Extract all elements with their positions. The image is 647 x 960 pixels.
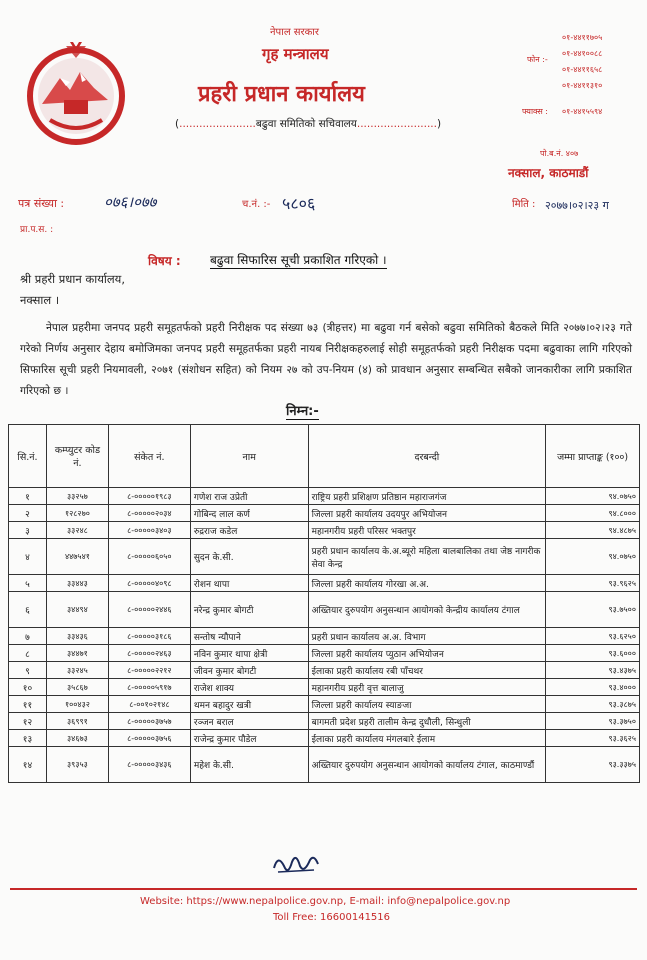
cell-score: ९३.९६२५ bbox=[546, 575, 640, 592]
cell-darbandi: महानगरीय प्रहरी वृत्त बालाजु bbox=[308, 679, 546, 696]
phone-4: ०१-४४११३१० bbox=[562, 81, 603, 90]
cell-score: ९३.७५०० bbox=[546, 592, 640, 628]
cell-code: ३९३५३ bbox=[46, 747, 108, 783]
phone-label: फोन :- bbox=[527, 55, 548, 64]
cell-name: नरेन्द्र कुमार बोगटी bbox=[190, 592, 308, 628]
cell-name: राजेश शाक्य bbox=[190, 679, 308, 696]
footer-toll-free: Toll Free: 16600141516 bbox=[273, 912, 391, 923]
cell-sanket: ८-०००००६०५० bbox=[108, 539, 190, 575]
cell-darbandi: ईलाका प्रहरी कार्यालय मंगलबारे ईलाम bbox=[308, 730, 546, 747]
cell-code: ३५८६७ bbox=[46, 679, 108, 696]
nepal-emblem-icon bbox=[22, 38, 130, 146]
cell-sn: १२ bbox=[9, 713, 47, 730]
table-row bbox=[9, 539, 640, 575]
cell-code: १००४३२ bbox=[46, 696, 108, 713]
table-row bbox=[9, 522, 640, 539]
recipient-line-2: नक्साल । bbox=[20, 293, 60, 307]
table-row bbox=[9, 505, 640, 522]
cell-darbandi: प्रहरी प्रधान कार्यालय के.अ.ब्यूरो महिला बालबालिका तथा जेष्ठ नागरीक सेवा केन्द्र bbox=[308, 539, 546, 575]
cell-darbandi: जिल्ला प्रहरी कार्यालय प्युठान अभियोजन bbox=[308, 645, 546, 662]
phone-1: ०१-४४११७०५ bbox=[562, 33, 603, 42]
prapas-label: प्रा.प.स. : bbox=[20, 225, 54, 235]
cell-name: महेश के.सी. bbox=[190, 747, 308, 783]
date-value: २०७७।०२।२३ ग bbox=[545, 199, 609, 212]
cell-darbandi: प्रहरी प्रधान कार्यालय अ.अ. विभाग bbox=[308, 628, 546, 645]
cell-sn: ७ bbox=[9, 628, 47, 645]
org-name: नेपाल सरकार bbox=[270, 27, 319, 38]
table-header-row bbox=[9, 425, 640, 488]
cell-score: ९३.६२५० bbox=[546, 628, 640, 645]
cell-darbandi: जिल्ला प्रहरी कार्यालय गोरखा अ.अ. bbox=[308, 575, 546, 592]
cell-name: थमन बहादुर खत्री bbox=[190, 696, 308, 713]
cell-score: ९४.०७५० bbox=[546, 539, 640, 575]
cell-code: १२८२७० bbox=[46, 505, 108, 522]
cell-darbandi: अख्तियार दुरुपयोग अनुसन्धान आयोगको केन्द्रीय कार्यालय टंगाल bbox=[308, 592, 546, 628]
cell-sanket: ८-०००००३१८६ bbox=[108, 628, 190, 645]
po-box: पो.ब.नं. ४०७ bbox=[540, 149, 579, 158]
table-row bbox=[9, 628, 640, 645]
cell-sanket: ८-०००००१९८३ bbox=[108, 488, 190, 505]
ministry-name: गृह मन्त्रालय bbox=[262, 45, 329, 63]
cell-sn: १४ bbox=[9, 747, 47, 783]
cell-score: ९३.३६२५ bbox=[546, 730, 640, 747]
fax-label: फ्याक्स : bbox=[522, 107, 548, 116]
office-name: प्रहरी प्रधान कार्यालय bbox=[198, 82, 365, 107]
cell-code: ३३२४८ bbox=[46, 522, 108, 539]
signature-icon bbox=[268, 848, 324, 880]
cell-code: ४४७५४१ bbox=[46, 539, 108, 575]
table-row bbox=[9, 662, 640, 679]
table-row bbox=[9, 747, 640, 783]
cell-sn: ३ bbox=[9, 522, 47, 539]
subject-label: विषय : bbox=[148, 254, 181, 268]
cell-code: ३४४९४ bbox=[46, 592, 108, 628]
cell-score: ९३.४३७५ bbox=[546, 662, 640, 679]
cell-code: ३३४३६ bbox=[46, 628, 108, 645]
table-row bbox=[9, 730, 640, 747]
cell-name: रोशन थापा bbox=[190, 575, 308, 592]
cell-name: नविन कुमार थापा क्षेत्री bbox=[190, 645, 308, 662]
cell-name: गणेश राज उप्रेती bbox=[190, 488, 308, 505]
cell-sanket: ८-०००००२४४६ bbox=[108, 592, 190, 628]
cell-code: ३४४७१ bbox=[46, 645, 108, 662]
cell-score: ९४.०७५० bbox=[546, 488, 640, 505]
cell-darbandi: जिल्ला प्रहरी कार्यालय स्याङजा bbox=[308, 696, 546, 713]
cell-darbandi: महानगरीय प्रहरी परिसर भक्तपुर bbox=[308, 522, 546, 539]
cell-sanket: ८-०००००५९१७ bbox=[108, 679, 190, 696]
table-row bbox=[9, 696, 640, 713]
table-row bbox=[9, 488, 640, 505]
footer-divider bbox=[10, 888, 637, 890]
cell-sanket: ८-०००००३७५६ bbox=[108, 730, 190, 747]
cell-sanket: ८-०००००३४३६ bbox=[108, 747, 190, 783]
list-heading: निम्न:- bbox=[286, 401, 319, 420]
phone-3: ०१-४४११६५८ bbox=[562, 65, 603, 74]
cell-code: ३६९९१ bbox=[46, 713, 108, 730]
cell-sn: १० bbox=[9, 679, 47, 696]
cell-sn: ८ bbox=[9, 645, 47, 662]
cell-score: ९३.३८७५ bbox=[546, 696, 640, 713]
cell-darbandi: राष्ट्रिय प्रहरी प्रशिक्षण प्रतिष्ठान महाराजगंज bbox=[308, 488, 546, 505]
cell-sn: २ bbox=[9, 505, 47, 522]
phone-2: ०१-४४१००८८ bbox=[562, 49, 603, 58]
body-paragraph: नेपाल प्रहरीमा जनपद प्रहरी समूहतर्फको प्रहरी निरीक्षक पद संख्या ७३ (त्रीहत्तर) मा बढुवा गर्न बसेको बढुवा समितिको बैठकले मिति २०७७।०२।२३ गते गरेको निर्णय अनुसार देहाय बमोजिमका जनपद प्रहरी समूहतर्फका प्रहरी नायब निरीक्षकहरुलाई सोही समूहतर्फको प्रहरी निरीक्षक पदमा बढुवाका लागि गरिएको सिफारिस सूची प्रहरी नियमावली, २०७१ (संशोधन सहित) को नियम २७ को उप-नियम (४) को प्रावधान अनुसार सम्बन्धित सबैको जानकारीका लागि प्रकाशित गरिएको छ । bbox=[20, 321, 632, 397]
cell-name: रुद्रराज कडेल bbox=[190, 522, 308, 539]
cell-name: गोबिन्द लाल कर्ण bbox=[190, 505, 308, 522]
table-row bbox=[9, 679, 640, 696]
col-header-name: नाम bbox=[190, 425, 308, 488]
cell-sanket: ८-०००००३४०३ bbox=[108, 522, 190, 539]
table-row bbox=[9, 645, 640, 662]
subtitle-open: ( bbox=[175, 118, 180, 130]
date-label: मिति : bbox=[512, 199, 536, 210]
cell-score: ९४.४८७५ bbox=[546, 522, 640, 539]
cell-sn: १ bbox=[9, 488, 47, 505]
cell-score: ९३.६००० bbox=[546, 645, 640, 662]
recipient-line-1: श्री प्रहरी प्रधान कार्यालय, bbox=[20, 272, 125, 286]
cell-sanket: ८-०००००३७५७ bbox=[108, 713, 190, 730]
cell-name: राजेन्द्र कुमार पौडेल bbox=[190, 730, 308, 747]
cell-sn: ११ bbox=[9, 696, 47, 713]
recommendation-table bbox=[8, 424, 640, 783]
patra-value: ०७६।०७७ bbox=[104, 193, 157, 211]
cell-code: ३३४४३ bbox=[46, 575, 108, 592]
table-row bbox=[9, 713, 640, 730]
chalani-label: च.नं. :- bbox=[242, 199, 271, 210]
office-address: नक्साल, काठमाडौं bbox=[508, 166, 589, 180]
cell-darbandi: जिल्ला प्रहरी कार्यालय उदयपुर अभियोजन bbox=[308, 505, 546, 522]
cell-sn: ९ bbox=[9, 662, 47, 679]
fax-number: ०१-४४१५५९४ bbox=[562, 107, 603, 116]
table-row bbox=[9, 575, 640, 592]
cell-sanket: ८-००१०२१४८ bbox=[108, 696, 190, 713]
cell-sanket: ८-०००००४०९८ bbox=[108, 575, 190, 592]
cell-score: ९३.३३७५ bbox=[546, 747, 640, 783]
cell-sn: ४ bbox=[9, 539, 47, 575]
cell-sn: ५ bbox=[9, 575, 47, 592]
col-header-sanket: संकेत नं. bbox=[108, 425, 190, 488]
chalani-value: ५८०६ bbox=[282, 194, 316, 213]
cell-sn: १३ bbox=[9, 730, 47, 747]
cell-score: ९३.४००० bbox=[546, 679, 640, 696]
cell-sanket: ८-०००००२२१२ bbox=[108, 662, 190, 679]
col-header-sn: सि.नं. bbox=[9, 425, 47, 488]
subject-text: बढुवा सिफारिस सूची प्रकाशित गरिएको । bbox=[210, 253, 387, 267]
subtitle-text: बढुवा समितिको सचिवालय bbox=[255, 118, 357, 130]
col-header-score: जम्मा प्राप्ताङ्क (१००) bbox=[546, 425, 640, 488]
col-header-darbandi: दरबन्दी bbox=[308, 425, 546, 488]
cell-code: ३३२४५ bbox=[46, 662, 108, 679]
cell-name: सुदन के.सी. bbox=[190, 539, 308, 575]
subtitle-close: ) bbox=[436, 118, 442, 130]
cell-score: ९४.८००० bbox=[546, 505, 640, 522]
cell-code: ३३२५७ bbox=[46, 488, 108, 505]
office-subtitle: (.......................बढुवा समितिको सचिवालय........................) bbox=[175, 118, 442, 130]
cell-sanket: ८-०००००२४६३ bbox=[108, 645, 190, 662]
cell-name: रञ्जन बराल bbox=[190, 713, 308, 730]
footer-website: Website: https://www.nepalpolice.gov.np, E-mail: info@nepalpolice.gov.np bbox=[140, 896, 511, 907]
col-header-code: कम्प्युटर कोड नं. bbox=[46, 425, 108, 488]
cell-darbandi: ईलाका प्रहरी कार्यालय रबी पाँचथर bbox=[308, 662, 546, 679]
cell-sanket: ८-०००००२०३४ bbox=[108, 505, 190, 522]
cell-name: जीवन कुमार बोगटी bbox=[190, 662, 308, 679]
contact-block bbox=[562, 30, 602, 120]
table-row bbox=[9, 592, 640, 628]
cell-score: ९३.३७५० bbox=[546, 713, 640, 730]
patra-label: पत्र संख्या : bbox=[18, 197, 65, 210]
cell-sn: ६ bbox=[9, 592, 47, 628]
cell-name: सन्तोष न्यौपाने bbox=[190, 628, 308, 645]
cell-darbandi: बागमती प्रदेश प्रहरी तालीम केन्द्र दुधौली, सिन्धुली bbox=[308, 713, 546, 730]
cell-darbandi: अख्तियार दुरुपयोग अनुसन्धान आयोगको कार्यालय टंगाल, काठमाण्डौं bbox=[308, 747, 546, 783]
cell-code: ३४६७३ bbox=[46, 730, 108, 747]
